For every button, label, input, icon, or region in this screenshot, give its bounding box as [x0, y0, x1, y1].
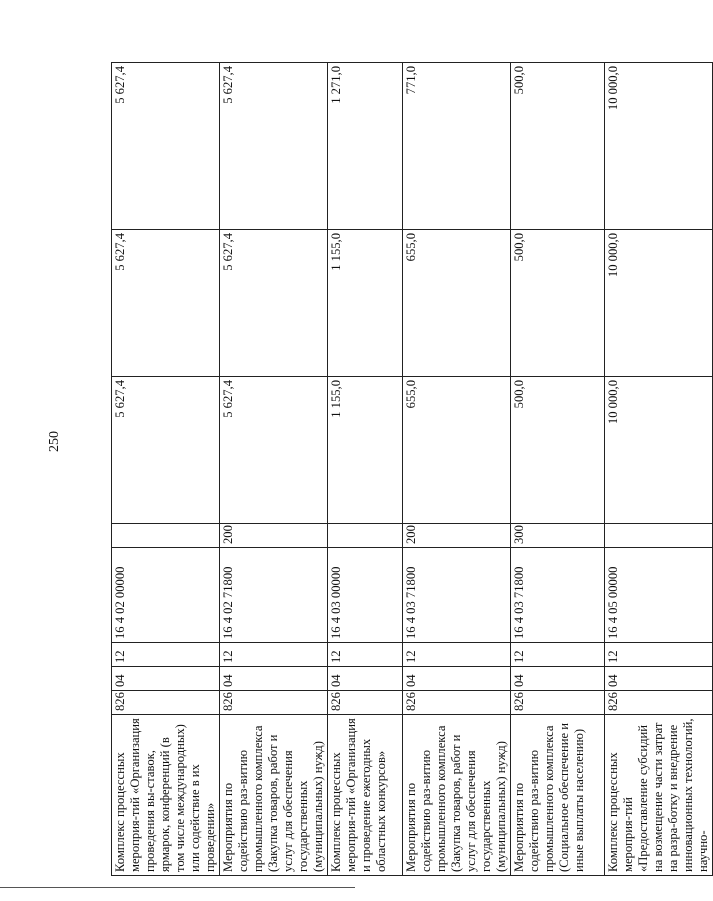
row-vr: 300 — [511, 524, 605, 548]
row-rz: 04 — [328, 667, 403, 691]
row-gr: 826 — [511, 691, 605, 715]
row-vr: 200 — [403, 524, 511, 548]
row-value-3: 5 627,4 — [220, 63, 328, 230]
rotated-table-container — [111, 63, 710, 876]
row-value-3: 10 000,0 — [605, 63, 713, 230]
row-value-1: 5 627,4 — [112, 377, 220, 524]
row-value-2: 655,0 — [403, 230, 511, 377]
row-csr: 16 4 05 00000 — [605, 548, 713, 643]
page-number: 250 — [47, 431, 62, 452]
table-row — [220, 63, 328, 876]
row-gr: 826 — [605, 691, 713, 715]
row-name: Мероприятия по содействию раз-витию промышленного комплекса (Социальное обеспечение и иные выплаты населению) — [511, 715, 605, 876]
row-csr: 16 4 03 71800 — [511, 548, 605, 643]
row-pr: 12 — [328, 643, 403, 667]
row-name: Комплекс процессных мероприя-тий «Организация и проведение ежегодных областных конкурсов» — [328, 715, 403, 876]
row-gr: 826 — [403, 691, 511, 715]
row-vr — [605, 524, 713, 548]
budget-table — [111, 62, 713, 876]
row-pr: 12 — [605, 643, 713, 667]
row-pr: 12 — [220, 643, 328, 667]
table-row — [605, 63, 713, 876]
row-value-1: 5 627,4 — [220, 377, 328, 524]
row-value-3: 1 271,0 — [328, 63, 403, 230]
row-pr: 12 — [403, 643, 511, 667]
table-row — [511, 63, 605, 876]
footer-rule — [0, 887, 355, 888]
row-value-3: 500,0 — [511, 63, 605, 230]
row-value-1: 1 155,0 — [328, 377, 403, 524]
table-row — [403, 63, 511, 876]
row-name: Мероприятия по содействию раз-витию промышленного комплекса (Закупка товаров, работ и услуг для обеспечения государственных (муниципальных) нужд) — [403, 715, 511, 876]
row-rz: 04 — [511, 667, 605, 691]
row-rz: 04 — [605, 667, 713, 691]
row-value-1: 655,0 — [403, 377, 511, 524]
row-gr: 826 — [328, 691, 403, 715]
row-value-2: 1 155,0 — [328, 230, 403, 377]
row-gr: 826 — [112, 691, 220, 715]
table-row — [328, 63, 403, 876]
row-gr: 826 — [220, 691, 328, 715]
row-name: Комплекс процессных мероприя-тий «Организация проведения вы-ставок, ярмарок, конференций (в том числе международных) или содействие в их проведении» — [112, 715, 220, 876]
row-value-2: 500,0 — [511, 230, 605, 377]
row-csr: 16 4 02 00000 — [112, 548, 220, 643]
row-pr: 12 — [112, 643, 220, 667]
row-csr: 16 4 03 71800 — [403, 548, 511, 643]
row-rz: 04 — [220, 667, 328, 691]
row-vr — [112, 524, 220, 548]
row-rz: 04 — [112, 667, 220, 691]
table-row — [112, 63, 220, 876]
row-value-2: 5 627,4 — [220, 230, 328, 377]
row-vr — [328, 524, 403, 548]
row-pr: 12 — [511, 643, 605, 667]
row-vr: 200 — [220, 524, 328, 548]
row-value-2: 5 627,4 — [112, 230, 220, 377]
row-csr: 16 4 02 71800 — [220, 548, 328, 643]
row-name: Мероприятия по содействию раз-витию промышленного комплекса (Закупка товаров, работ и услуг для обеспечения государственных (муниципальных) нужд) — [220, 715, 328, 876]
row-value-1: 500,0 — [511, 377, 605, 524]
row-rz: 04 — [403, 667, 511, 691]
row-name: Комплекс процессных мероприя-тий «Предоставление субсидий на возмещение части затрат на разра-ботку и внедрение инновационных технологий, научно- — [605, 715, 713, 876]
row-value-2: 10 000,0 — [605, 230, 713, 377]
row-value-1: 10 000,0 — [605, 377, 713, 524]
row-csr: 16 4 03 00000 — [328, 548, 403, 643]
row-value-3: 771,0 — [403, 63, 511, 230]
row-value-3: 5 627,4 — [112, 63, 220, 230]
